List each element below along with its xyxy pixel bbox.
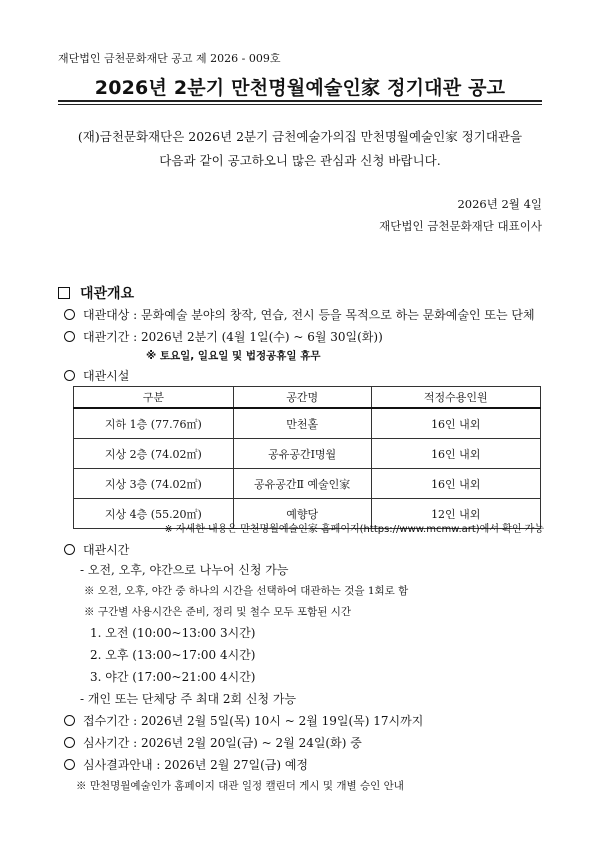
- result-notice: [64, 756, 308, 773]
- review-period-text: 심사기간 : 2026년 2월 20일(금) ~ 2월 24일(화) 중: [83, 736, 362, 750]
- circle-bullet-icon: [64, 737, 75, 748]
- circle-bullet-icon: [64, 370, 75, 381]
- table-cell: 공유공간Ⅰ명월: [233, 439, 371, 469]
- table-cell: 16인 내외: [371, 408, 540, 439]
- table-cell: 지상 2층 (74.02㎡): [74, 439, 234, 469]
- facility-label-text: 대관시설: [83, 369, 130, 383]
- time-line-1: - 오전, 오후, 야간으로 나누어 신청 가능: [80, 563, 289, 577]
- table-row: [74, 408, 541, 439]
- period-note: ※ 토요일, 일요일 및 법정공휴일 휴무: [146, 350, 321, 362]
- facility-label: [64, 367, 129, 384]
- slot-afternoon: 2. 오후 (13:00~17:00 4시간): [90, 648, 256, 662]
- title-rule-thin: [58, 104, 542, 105]
- circle-bullet-icon: [64, 715, 75, 726]
- rental-target: [64, 306, 535, 323]
- table-row: [74, 439, 541, 469]
- slot-morning: 1. 오전 (10:00~13:00 3시간): [90, 626, 256, 640]
- circle-bullet-icon: [64, 544, 75, 555]
- table-row: [74, 469, 541, 499]
- circle-bullet-icon: [64, 331, 75, 342]
- table-cell: 공유공간Ⅱ 예술인家: [233, 469, 371, 499]
- table-header-row: [74, 387, 541, 409]
- review-period: [64, 734, 362, 751]
- time-note-1: ※ 오전, 오후, 야간 중 하나의 시간을 선택하여 대관하는 것을 1회로 함: [84, 585, 409, 597]
- apply-period: [64, 712, 423, 729]
- square-bullet-icon: [58, 287, 70, 299]
- circle-bullet-icon: [64, 759, 75, 770]
- facility-table: [73, 386, 541, 529]
- result-note: ※ 만천명월예술인가 홈페이지 대관 일정 캘린더 게시 및 개별 승인 안내: [76, 780, 404, 792]
- intro-line-2: 다음과 같이 공고하오니 많은 관심과 신청 바랍니다.: [159, 153, 441, 168]
- table-cell: 지하 1층 (77.76㎡): [74, 408, 234, 439]
- rental-period-text: 대관기간 : 2026년 2분기 (4월 1일(수) ~ 6월 30일(화)): [83, 330, 383, 344]
- time-note-2: ※ 구간별 사용시간은 준비, 정리 및 철수 모두 포함된 시간: [84, 606, 352, 618]
- notice-date: 2026년 2월 4일: [457, 197, 542, 211]
- page-title: 2026년 2분기 만천명월예술인家 정기대관 공고: [94, 77, 506, 99]
- slot-night: 3. 야간 (17:00~21:00 4시간): [90, 670, 256, 684]
- table-cell: 12인 내외: [371, 499, 540, 529]
- table-cell: 16인 내외: [371, 439, 540, 469]
- circle-bullet-icon: [64, 309, 75, 320]
- table-header: 구분: [74, 387, 234, 409]
- time-line-2: - 개인 또는 단체당 주 최대 2회 신청 가능: [80, 692, 297, 706]
- time-label-text: 대관시간: [83, 543, 130, 557]
- result-notice-text: 심사결과안내 : 2026년 2월 27일(금) 예정: [83, 758, 309, 772]
- time-label: [64, 541, 129, 558]
- rental-period: [64, 328, 383, 345]
- table-note: ※ 자세한 내용은 만천명월예술인家 홈페이지(https://www.mcmw.art)에서 확인 가능: [164, 524, 544, 535]
- table-header: 적정수용인원: [371, 387, 540, 409]
- rental-target-text: 대관대상 : 문화예술 분야의 창작, 연습, 전시 등을 목적으로 하는 문화예술인 또는 단체: [83, 308, 535, 322]
- table-header: 공간명: [233, 387, 371, 409]
- table-cell: 만천홀: [233, 408, 371, 439]
- intro-line-1: (재)금천문화재단은 2026년 2분기 금천예술가의집 만천명월예술인家 정기대관을: [77, 129, 523, 144]
- table-cell: 16인 내외: [371, 469, 540, 499]
- table-cell: 지상 4층 (55.20㎡): [74, 499, 234, 529]
- section-title: 대관개요: [80, 286, 135, 302]
- title-rule-thick: [58, 100, 542, 102]
- notice-number: 재단법인 금천문화재단 공고 제 2026 - 009호: [58, 52, 281, 65]
- table-cell: 예향당: [233, 499, 371, 529]
- issuer: 재단법인 금천문화재단 대표이사: [379, 219, 542, 233]
- section-heading: [58, 283, 134, 303]
- apply-period-text: 접수기간 : 2026년 2월 5일(목) 10시 ~ 2월 19일(목) 17시까지: [83, 714, 424, 728]
- table-cell: 지상 3층 (74.02㎡): [74, 469, 234, 499]
